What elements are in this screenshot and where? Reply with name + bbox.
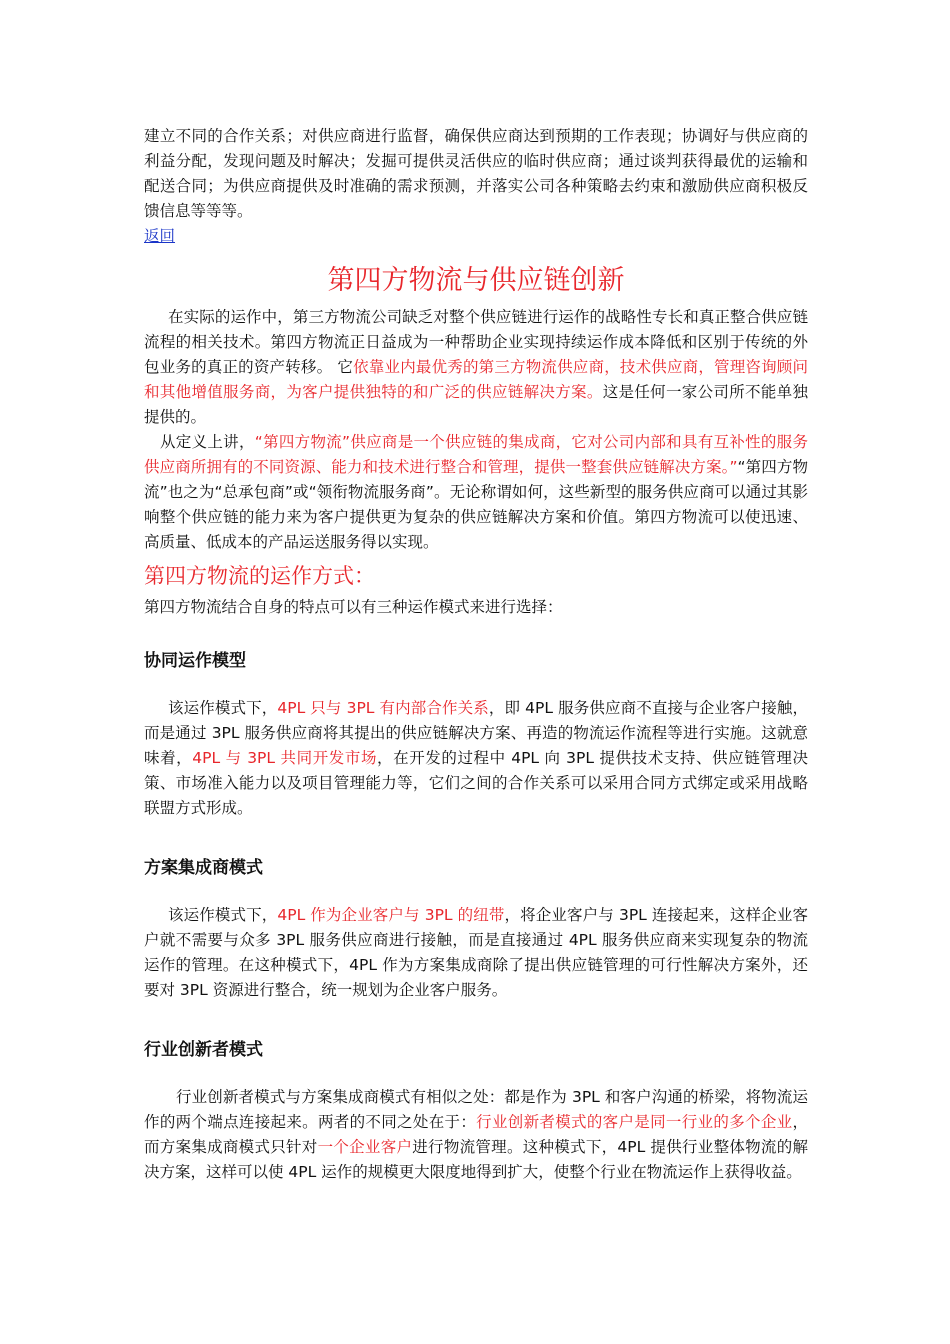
paragraph-2-text-c: “第四方物流”也之为“总承包商”或“领衔物流服务商”。无论称谓如何，这些新型的服务供应商可以通过其影响整个供应链的能力来为客户提供更为复杂的供应链解决方案和价值。第四方物流可以使迅速、高质量、低成本的产品运送服务得以实现。 <box>144 458 808 551</box>
model-3-highlight-1: 行业创新者模式的客户是同一行业的多个企业 <box>476 1113 793 1131</box>
model-2-paragraph <box>144 903 808 1003</box>
model-1-highlight-2: 4PL 与 3PL 共同开发市场 <box>192 749 378 767</box>
model-1-text-a: 该运作模式下， <box>168 699 278 717</box>
paragraph-1-text-a: 在实际的运作中，第三方物流公司缺乏对整个供应链进行运作的战略性专长和真正整合供应链流程的相关技术。第四方物流正日益成为一种帮助企业实现持续运作成本降低和区别于传统的外包业务的真正的资产转移。 它 <box>144 308 808 376</box>
model-3-text-e: 进行物流管理。这种模式下，4PL 提供行业整体物流的解决方案，这样可以使 4PL 运作的规模更大限度地得到扩大，使整个行业在物流运作上获得收益。 <box>144 1138 808 1181</box>
model-2-text-c: ，将企业客户与 3PL 连接起来，这样企业客户就不需要与众多 3PL 服务供应商进行接触，而是直接通过 4PL 服务供应商来实现复杂的物流运作的管理。在这种模式下，4PL 作为方案集成商除了提出供应链管理的可行性解决方案外，还要对 3PL 资源进行整合，统一规划为企业客户服务。 <box>144 906 808 999</box>
model-1-highlight-1: 4PL 只与 3PL 有内部合作关系 <box>277 699 489 717</box>
section-heading: 第四方物流的运作方式： <box>144 564 375 588</box>
model-2-text-a: 该运作模式下， <box>168 906 278 924</box>
paragraph-2-highlight: “第四方物流”供应商是一个供应链的集成商，它对公司内部和具有互补性的服务供应商所拥有的不同资源、能力和技术进行整合和管理，提供一整套供应链解决方案。” <box>144 433 808 476</box>
back-link[interactable]: 返回 <box>144 227 176 245</box>
model-2-highlight: 4PL 作为企业客户与 3PL 的纽带 <box>277 906 505 924</box>
paragraph-1-highlight: 依靠业内最优秀的第三方物流供应商，技术供应商，管理咨询顾问和其他增值服务商，为客户提供独特的和广泛的供应链解决方案。 <box>144 358 808 401</box>
paragraph-2-text-a: 从定义上讲， <box>160 433 255 451</box>
model-3-text-a: 行业创新者模式与方案集成商模式有相似之处：都是作为 3PL 和客户沟通的桥梁，将物流运作的两个端点连接起来。两者的不同之处在于： <box>144 1088 808 1131</box>
intro-paragraph: 建立不同的合作关系；对供应商进行监督，确保供应商达到预期的工作表现；协调好与供应商的利益分配，发现问题及时解决；发掘可提供灵活供应的临时供应商；通过谈判获得最优的运输和配送合同；为供应商提供及时准确的需求预测，并落实公司各种策略去约束和激励供应商积极反馈信息等等等。 <box>144 127 808 220</box>
model-1-text-c: ，即 4PL 服务供应商不直接与企业客户接触，而是通过 3PL 服务供应商将其提出的供应链解决方案、再造的物流运作流程等进行实施。这就意味着， <box>144 699 808 767</box>
model-1-text-e: ，在开发的过程中 4PL 向 3PL 提供技术支持、供应链管理决策、市场准入能力以及项目管理能力等，它们之间的合作关系可以采用合同方式绑定或采用战略联盟方式形成。 <box>144 749 808 817</box>
model-1-title: 协同运作模型 <box>144 651 246 671</box>
model-3-text-c: ，而方案集成商模式只针对 <box>144 1113 808 1156</box>
model-3-title: 行业创新者模式 <box>144 1040 263 1060</box>
paragraph-2 <box>144 430 808 555</box>
document-page <box>144 124 808 1185</box>
paragraph-1-text-c: 这是任何一家公司所不能单独提供的。 <box>144 383 808 426</box>
section-intro: 第四方物流结合自身的特点可以有三种运作模式来进行选择： <box>144 598 563 616</box>
paragraph-1 <box>144 305 808 430</box>
model-3-highlight-2: 一个企业客户 <box>317 1138 413 1156</box>
model-3-paragraph <box>144 1085 808 1185</box>
model-1-paragraph <box>144 696 808 821</box>
main-title: 第四方物流与供应链创新 <box>327 265 625 296</box>
model-2-title: 方案集成商模式 <box>144 858 263 878</box>
